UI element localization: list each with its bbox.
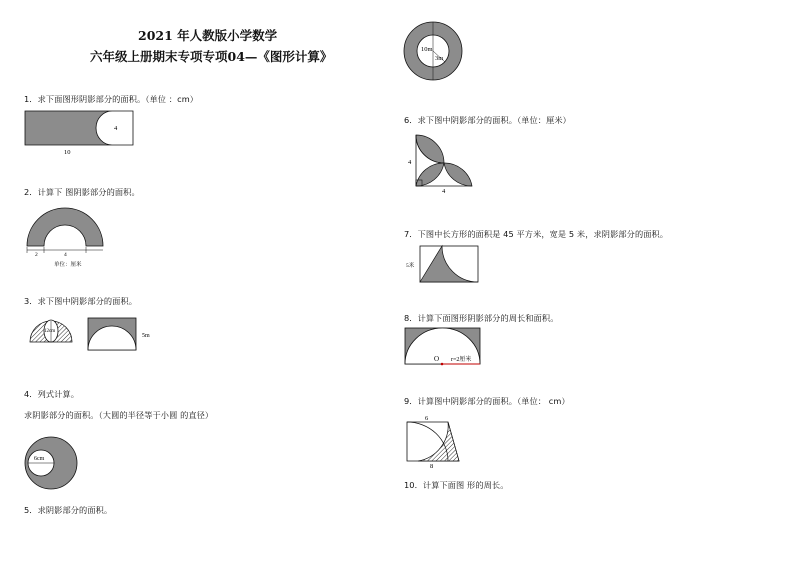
figure-9: [404, 412, 474, 470]
question-10: 10．计算下面图 形的周长。: [404, 480, 509, 490]
figure-6: [404, 130, 484, 195]
question-4: 4．列式计算。: [24, 389, 80, 399]
page-subtitle: 六年级上册期末专项专项04—《图形计算》: [90, 49, 333, 64]
question-5: 5．求阴影部分的面积。: [24, 505, 113, 515]
figure-7-width-label: 5米: [406, 263, 415, 269]
question-8: 8．计算下面图形阴影部分的周长和面积。: [404, 313, 559, 323]
page-title: 2021 年人教版小学数学: [138, 28, 278, 43]
question-2: 2．计算下 图阴影部分的面积。: [24, 187, 140, 197]
question-1: 1．求下面图形阴影部分的面积。（单位 ：cm）: [24, 94, 199, 104]
figure-1: [24, 108, 134, 158]
figure-6-bottom-label: 4: [442, 188, 446, 195]
figure-5-inner-label: 3m: [435, 55, 444, 62]
figure-6-side-label: 4: [408, 159, 412, 166]
figure-3-small-label: 12cm: [44, 329, 56, 334]
figure-5: [402, 18, 472, 88]
figure-8: [404, 327, 494, 372]
figure-2: [24, 202, 134, 272]
figure-4: [24, 434, 84, 494]
figure-2-left-label: 2: [35, 252, 38, 258]
question-4-body: 求阴影部分的面积。（大圆的半径等于小圆 的直径）: [24, 410, 214, 420]
figure-3-right-label: 5m: [142, 333, 150, 339]
figure-9-top-label: 6: [425, 415, 429, 422]
question-9: 9．计算图中阴影部分的面积。（单位： cm）: [404, 396, 570, 406]
figure-8-radius-label: r=2厘米: [451, 357, 472, 363]
question-7: 7．下图中长方形的面积是 45 平方米，宽是 5 米，求阴影部分的面积。: [404, 229, 669, 239]
question-6: 6．求下图中阴影部分的面积。（单位：厘米）: [404, 115, 571, 125]
figure-1-height-label: 4: [114, 125, 118, 132]
figure-4-diam-label: 6cm: [34, 456, 45, 462]
figure-8-center-label: O: [434, 355, 440, 363]
figure-1-width-label: 10: [64, 149, 71, 156]
figure-2-mid-label: 4: [64, 252, 67, 258]
figure-2-unit-label: 单位：厘米: [54, 262, 82, 268]
figure-7: [404, 244, 494, 289]
question-3: 3．求下图中阴影部分的面积。: [24, 296, 138, 306]
figure-3: [24, 315, 164, 355]
figure-5-outer-label: 10m: [421, 46, 433, 53]
figure-9-bottom-label: 8: [430, 463, 434, 470]
